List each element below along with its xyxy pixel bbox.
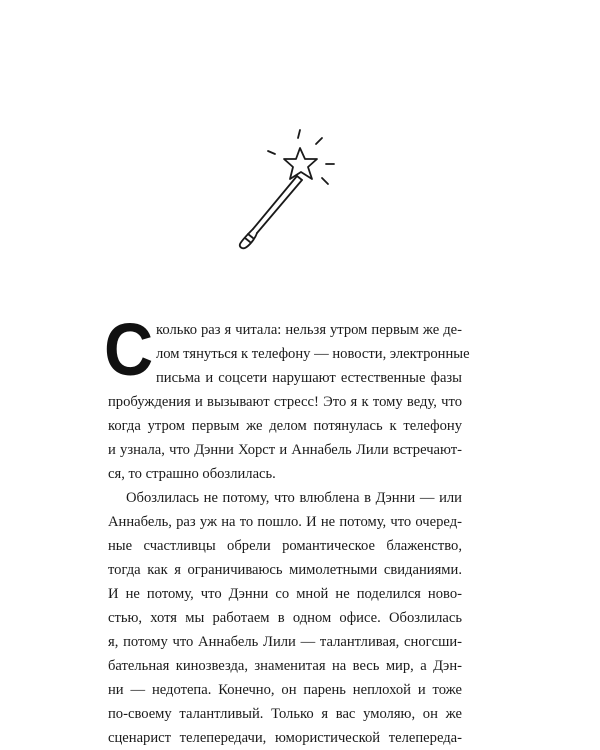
text-line: ся, то страшно обозлилась. — [108, 466, 276, 482]
text-line: Обозлилась не потому, что влюблена в Дэнни — или — [126, 490, 462, 506]
text-line: и узнала, что Дэнни Хорст и Аннабель Лили встречают- — [108, 442, 462, 458]
text-line: я, потому что Аннабель Лили — талантливая, сногсши- — [108, 634, 462, 650]
text-line: письма и соцсети нарушают естественные фазы — [156, 370, 462, 386]
text-line: сценарист телепередачи, юмористической телепереда- — [108, 730, 462, 746]
body-text — [108, 318, 470, 750]
text-line: бательная кинозвезда, знаменитая на весь мир, а Дэн- — [108, 658, 462, 674]
magic-wand-icon — [226, 128, 336, 252]
text-line: стью, хотя мы работаем в одном офисе. Обозлилась — [108, 610, 462, 626]
text-line: когда утром первым же делом потянулась к телефону — [108, 418, 462, 434]
text-line: ни — недотепа. Конечно, он парень неплохой и тоже — [108, 682, 462, 698]
text-line: Аннабель, раз уж на то пошло. И не потому, что очеред- — [108, 514, 462, 530]
text-line: И не потому, что Дэнни со мной не поделился ново- — [108, 586, 462, 602]
text-line: лом тянуться к телефону — новости, электронные — [156, 346, 470, 362]
text-line: колько раз я читала: нельзя утром первым же де- — [156, 322, 462, 338]
drop-cap: С — [104, 308, 154, 391]
text-line: тогда как я ограничиваюсь мимолетными свиданиями. — [108, 562, 462, 578]
text-line: пробуждения и вызывают стресс! Это я к тому веду, что — [108, 394, 462, 410]
text-line: по-своему талантливый. Только я вас умоляю, он же — [108, 706, 462, 722]
text-line: ные счастливцы обрели романтическое блаженство, — [108, 538, 462, 554]
